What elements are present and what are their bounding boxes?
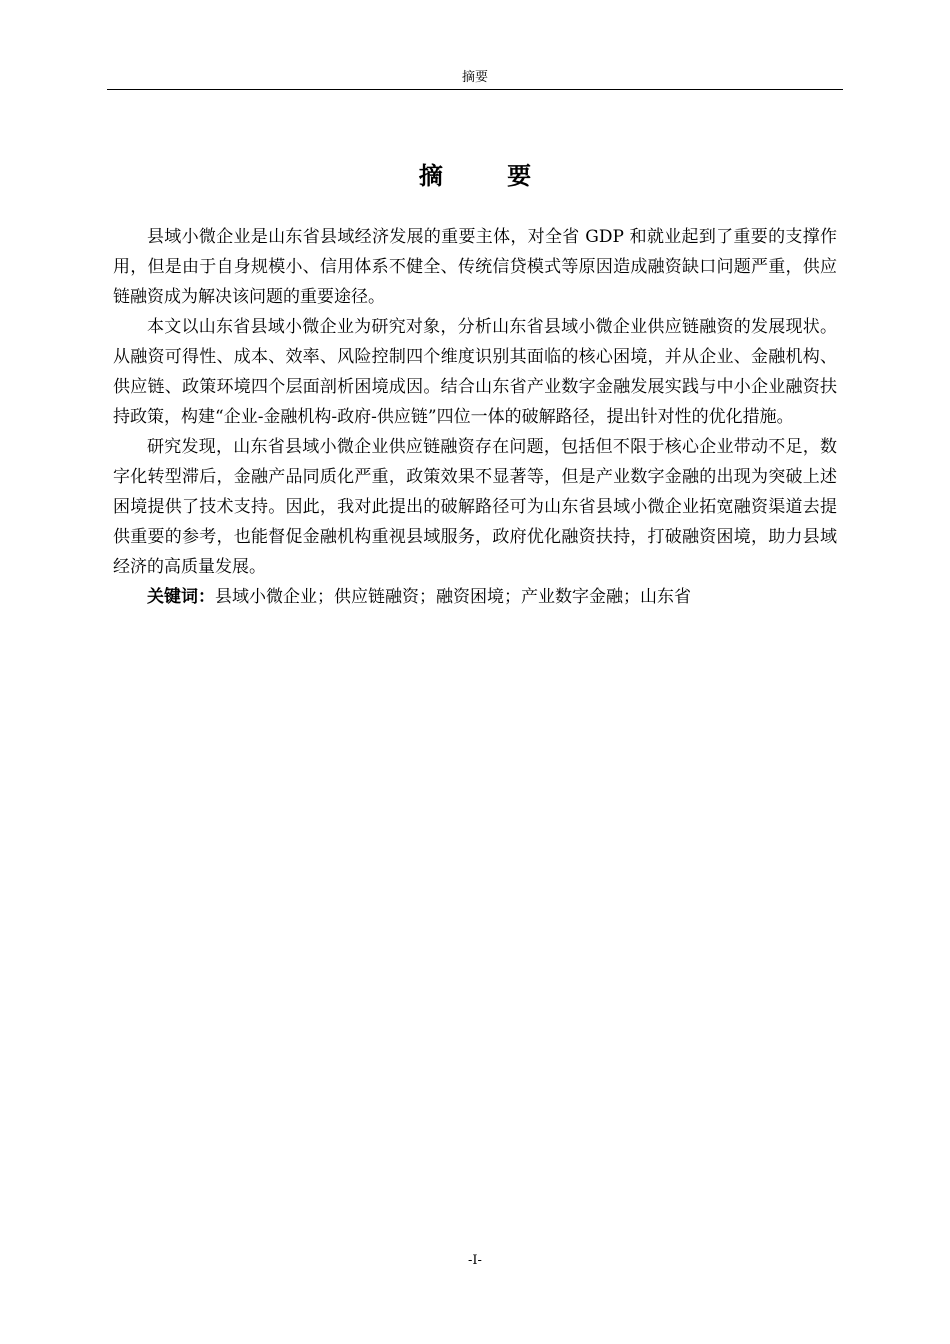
page-number: -I- [468,1253,482,1268]
abstract-paragraph-1: 县域小微企业是山东省县域经济发展的重要主体，对全省 GDP 和就业起到了重要的支撑作用，但是由于自身规模小、信用体系不健全、传统信贷模式等原因造成融资缺口问题严重，供应链融资成为解决该问题的重要途径。 [113,227,837,307]
running-header: 摘要 [461,70,488,85]
keywords-line [113,582,837,612]
abstract-paragraph-3: 研究发现，山东省县域小微企业供应链融资存在问题，包括但不限于核心企业带动不足，数字化转型滞后，金融产品同质化严重，政策效果不显著等，但是产业数字金融的出现为突破上述困境提供了技术支持。因此，我对此提出的破解路径可为山东省县域小微企业拓宽融资渠道去提供重要的参考，也能督促金融机构重视县域服务，政府优化融资扶持，打破融资困境，助力县域经济的高质量发展。 [113,437,837,577]
abstract-paragraph-2: 本文以山东省县域小微企业为研究对象，分析山东省县域小微企业供应链融资的发展现状。从融资可得性、成本、效率、风险控制四个维度识别其面临的核心困境，并从企业、金融机构、供应链、政策环境四个层面剖析困境成因。结合山东省产业数字金融发展实践与中小企业融资扶持政策，构建“企业-金融机构-政府-供应链”四位一体的破解路径，提出针对性的优化措施。 [113,317,837,427]
abstract-title: 摘 要 [418,162,560,190]
header-rule [107,89,843,90]
keywords-text: 县域小微企业；供应链融资；融资困境；产业数字金融；山东省 [215,587,691,607]
abstract-body [113,222,837,612]
keywords-label: 关键词： [147,587,215,607]
